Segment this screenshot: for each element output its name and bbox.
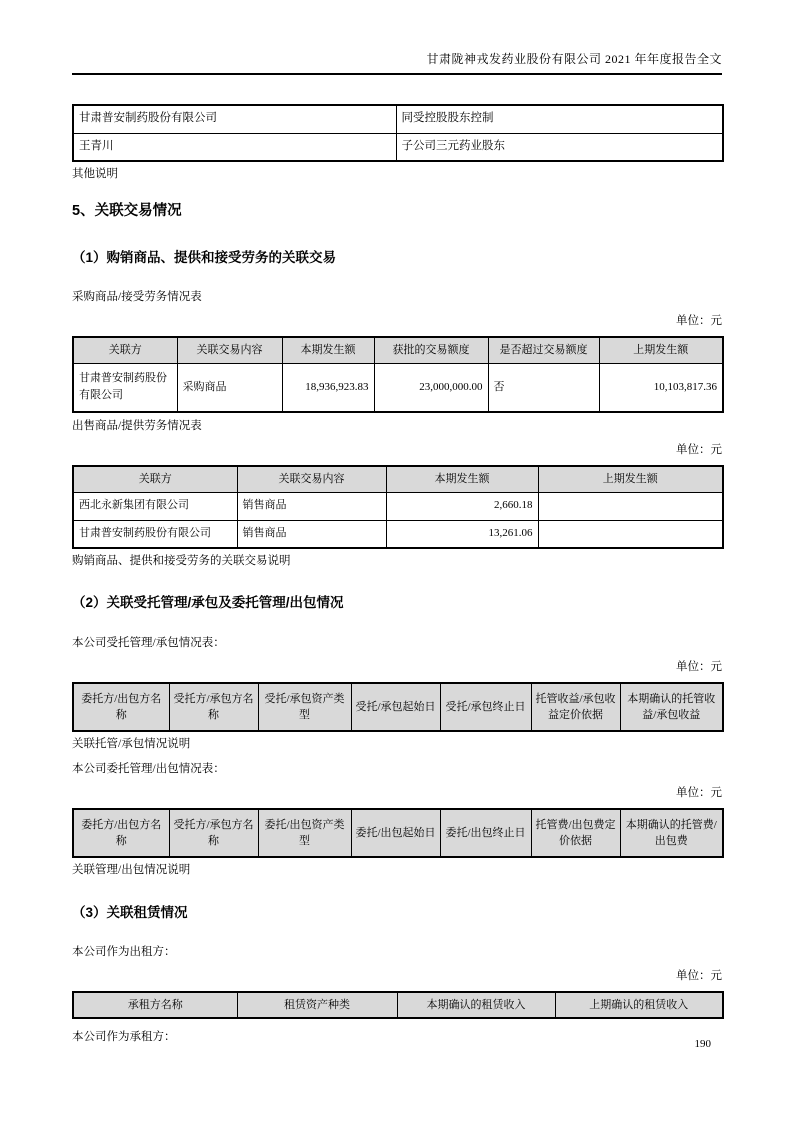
prior-amount-cell: 10,103,817.36 [599, 363, 723, 412]
table-header-row [73, 466, 723, 492]
report-header-title: 甘肃陇神戎发药业股份有限公司 2021 年年度报告全文 [72, 50, 722, 75]
lessee-caption: 本公司作为承租方： [72, 1031, 176, 1043]
related-party-cell: 甘肃普安制药股份有限公司 [73, 520, 237, 548]
column-header: 上期发生额 [538, 466, 723, 492]
column-header: 关联方 [73, 337, 177, 363]
table-header-row [73, 683, 723, 731]
column-header: 受托/承包终止日 [440, 683, 531, 731]
transaction-type-cell: 销售商品 [237, 520, 386, 548]
related-party-name-cell: 王青川 [73, 133, 396, 161]
unit-label: 单位：元 [676, 315, 722, 327]
column-header: 受托/承包起始日 [351, 683, 440, 731]
trade-note-label: 购销商品、提供和接受劳务的关联交易说明 [72, 555, 291, 567]
sales-table-caption: 出售商品/提供劳务情况表 [72, 420, 202, 432]
column-header: 受托/承包资产类型 [258, 683, 351, 731]
column-header: 关联交易内容 [177, 337, 282, 363]
column-header: 本期确认的托管收益/承包收益 [620, 683, 723, 731]
column-header: 委托/出包起始日 [351, 809, 440, 857]
current-amount-cell: 2,660.18 [386, 492, 538, 520]
unit-label: 单位：元 [676, 444, 722, 456]
entrusted-out-caption: 本公司委托管理/出包情况表： [72, 763, 225, 775]
relationship-cell: 子公司三元药业股东 [396, 133, 723, 161]
approved-amount-cell: 23,000,000.00 [374, 363, 488, 412]
section-5-heading: 5、关联交易情况 [72, 203, 182, 219]
column-header: 关联方 [73, 466, 237, 492]
transaction-type-cell: 销售商品 [237, 492, 386, 520]
column-header: 获批的交易额度 [374, 337, 488, 363]
subsection-2-heading: （2）关联受托管理/承包及委托管理/出包情况 [72, 595, 344, 610]
column-header: 委托方/出包方名称 [73, 683, 169, 731]
outsourced-management-table [72, 808, 724, 858]
exceeded-flag-cell: 否 [488, 363, 599, 412]
column-header: 上期确认的租赁收入 [555, 992, 723, 1018]
table-row [73, 492, 723, 520]
lessor-caption: 本公司作为出租方： [72, 946, 176, 958]
entrusted-in-note-label: 关联托管/承包情况说明 [72, 738, 191, 750]
column-header: 托管费/出包费定价依据 [531, 809, 620, 857]
column-header: 关联交易内容 [237, 466, 386, 492]
purchase-table-caption: 采购商品/接受劳务情况表 [72, 291, 202, 303]
column-header: 上期发生额 [599, 337, 723, 363]
column-header: 受托方/承包方名称 [169, 809, 258, 857]
page-number: 190 [694, 1038, 711, 1050]
transaction-type-cell: 采购商品 [177, 363, 282, 412]
unit-label: 单位：元 [676, 661, 722, 673]
column-header: 本期发生额 [282, 337, 374, 363]
current-amount-cell: 18,936,923.83 [282, 363, 374, 412]
sales-table [72, 465, 724, 549]
entrusted-in-caption: 本公司受托管理/承包情况表： [72, 637, 225, 649]
entrusted-out-note-label: 关联管理/出包情况说明 [72, 864, 191, 876]
table-row [73, 133, 723, 161]
column-header: 是否超过交易额度 [488, 337, 599, 363]
unit-label: 单位：元 [676, 970, 722, 982]
unit-label: 单位：元 [676, 787, 722, 799]
column-header: 委托/出包资产类型 [258, 809, 351, 857]
table-header-row [73, 337, 723, 363]
table-row [73, 363, 723, 412]
related-party-table [72, 104, 724, 162]
column-header: 本期确认的租赁收入 [397, 992, 555, 1018]
lease-out-table [72, 991, 724, 1019]
relationship-cell: 同受控股股东控制 [396, 105, 723, 133]
subsection-3-heading: （3）关联租赁情况 [72, 905, 188, 920]
subsection-1-heading: （1）购销商品、提供和接受劳务的关联交易 [72, 250, 337, 265]
column-header: 受托方/承包方名称 [169, 683, 258, 731]
related-party-cell: 西北永新集团有限公司 [73, 492, 237, 520]
prior-amount-cell [538, 520, 723, 548]
column-header: 委托方/出包方名称 [73, 809, 169, 857]
entrusted-management-table [72, 682, 724, 732]
table-header-row [73, 992, 723, 1018]
purchase-table [72, 336, 724, 413]
column-header: 本期发生额 [386, 466, 538, 492]
prior-amount-cell [538, 492, 723, 520]
related-party-cell: 甘肃普安制药股份有限公司 [73, 363, 177, 412]
table-row [73, 105, 723, 133]
table-row [73, 520, 723, 548]
table-header-row [73, 809, 723, 857]
current-amount-cell: 13,261.06 [386, 520, 538, 548]
column-header: 承租方名称 [73, 992, 237, 1018]
column-header: 租赁资产种类 [237, 992, 397, 1018]
column-header: 本期确认的托管费/出包费 [620, 809, 723, 857]
related-party-name-cell: 甘肃普安制药股份有限公司 [73, 105, 396, 133]
column-header: 委托/出包终止日 [440, 809, 531, 857]
column-header: 托管收益/承包收益定价依据 [531, 683, 620, 731]
other-explanation-label: 其他说明 [72, 168, 118, 180]
